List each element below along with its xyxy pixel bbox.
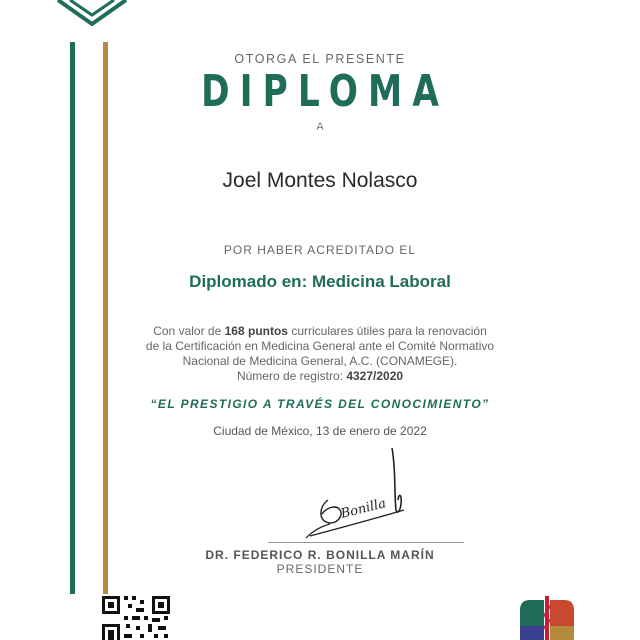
recipient-name: Joel Montes Nolasco <box>222 169 418 192</box>
details-line-3: Nacional de Medicina General, A.C. (CONAMEGE). <box>182 354 458 368</box>
signatory-name: DR. FEDERICO R. BONILLA MARÍN <box>205 548 435 562</box>
details-paragraph <box>0 324 640 384</box>
grants-text: OTORGA EL PRESENTE <box>234 52 406 66</box>
signature-icon <box>300 440 420 544</box>
points-word: puntos <box>247 324 288 338</box>
motto: “EL PRESTIGIO A TRAVÉS DEL CONOCIMIENTO” <box>150 397 490 411</box>
details-line-1 <box>0 324 640 339</box>
signature-line <box>268 542 464 543</box>
points-value: 168 <box>224 324 245 338</box>
signatory-role: PRESIDENTE <box>276 562 364 576</box>
svg-text:Bonilla: Bonilla <box>339 496 388 522</box>
points-prefix: Con valor de <box>153 324 222 338</box>
diploma-title: DIPLOMA <box>201 66 450 117</box>
registry-line <box>0 369 640 384</box>
registry-number: 4327/2020 <box>346 369 404 383</box>
reason-intro: POR HABER ACREDITADO EL <box>223 243 417 257</box>
medical-seal-icon <box>516 596 578 640</box>
registry-label: Número de registro: <box>236 369 343 383</box>
course-title: Diplomado en: Medicina Laboral <box>189 272 451 291</box>
to-text: A <box>316 121 324 133</box>
details-line-2: de la Certificación en Medicina General ante el Comité Normativo <box>145 339 495 353</box>
institution-logo-icon <box>56 0 128 26</box>
points-suffix: curriculares útiles para la renovación <box>291 324 487 338</box>
qr-code-icon <box>100 594 172 640</box>
place-date: Ciudad de México, 13 de enero de 2022 <box>213 424 427 438</box>
